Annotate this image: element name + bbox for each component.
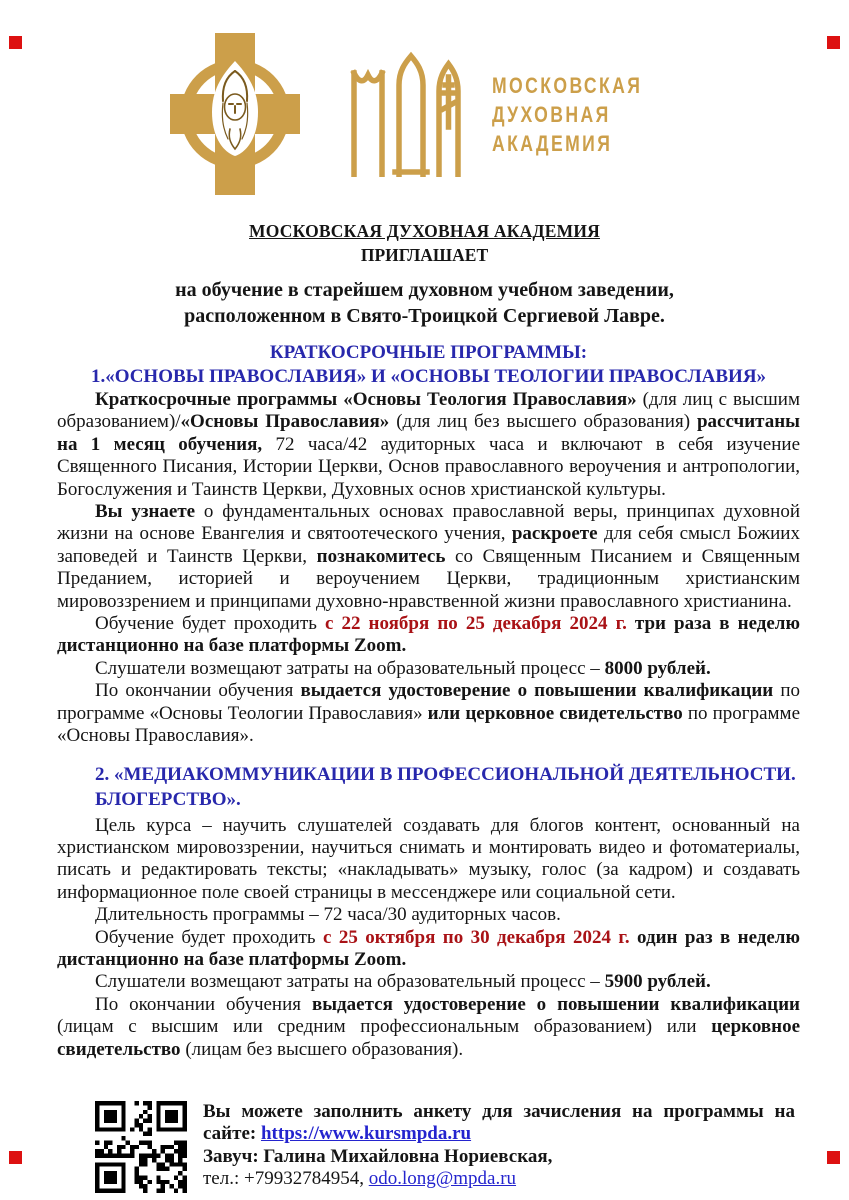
footer-contacts — [203, 1101, 795, 1191]
text-run: Слушатели возмещают затраты на образовательный процесс – — [95, 971, 605, 993]
text-run: (лицам с высшим или средним профессиональным образованием) или — [57, 1016, 712, 1038]
paragraph — [57, 680, 800, 747]
text-run: КРАТКОСРОЧНЫЕ ПРОГРАММЫ: — [269, 342, 588, 363]
text-run: по программе «Основы Теологии Православия» — [57, 680, 801, 724]
text-run: По окончании обучения — [95, 680, 301, 702]
paragraph — [203, 1168, 795, 1190]
paragraph — [57, 501, 800, 613]
corner-marker — [9, 1151, 22, 1164]
text-run: выдается удостоверение о повышении квалификации — [311, 993, 800, 1015]
text-run: 1.«ОСНОВЫ ПРАВОСЛАВИЯ» И «ОСНОВЫ ТЕОЛОГИИ ПРАВОСЛАВИЯ» — [90, 366, 767, 387]
paragraph — [57, 613, 800, 658]
text-run: Обучение будет проходить — [95, 613, 325, 635]
text-run: тел.: +79932784954, — [203, 1168, 369, 1190]
text-run: выдается удостоверение о повышении квалификации — [300, 680, 781, 702]
orthodox-cross-holy-face-icon — [170, 33, 300, 195]
text-run: (лицам без высшего образования). — [185, 1038, 464, 1060]
text-run: раскроете — [511, 523, 604, 545]
section-heading — [57, 341, 800, 365]
paragraph — [57, 658, 800, 680]
hyperlink[interactable]: https://www.kursmpda.ru — [260, 1123, 472, 1145]
text-run: рассчитаны на 1 месяц обучения, — [57, 411, 800, 455]
wordmark-line: ДУХОВНАЯ — [491, 101, 611, 127]
text-run: 2. «МЕДИАКОММУНИКАЦИИ В ПРОФЕССИОНАЛЬНОЙ ДЕЯТЕЛЬНОСТИ. БЛОГЕРСТВО». — [95, 763, 796, 810]
paragraph — [57, 904, 800, 926]
wordmark-line: МОСКОВСКАЯ — [491, 72, 642, 98]
text-run: Обучение будет проходить — [95, 926, 323, 948]
text-run: Завуч: Галина Михайловна Нориевская, — [203, 1145, 553, 1167]
text-run: «Основы Православия» — [180, 411, 397, 433]
corner-marker — [827, 36, 840, 49]
text-run: о фундаментальных основах православной веры, принципах духовной жизни на основе Евангелия и святоотеческого учения, — [57, 501, 800, 545]
text-run: 8000 рублей. — [604, 657, 711, 679]
text-run: с 25 октября по 30 декабря 2024 г. — [323, 926, 638, 948]
text-run: для себя смысл Божиих заповедей и Таинств Церкви, — [57, 523, 800, 567]
academy-wordmark — [492, 71, 642, 158]
paragraph — [203, 1146, 795, 1168]
text-run: 5900 рублей. — [604, 971, 711, 993]
mda-monogram-icon — [348, 51, 462, 177]
document-body — [0, 341, 849, 1061]
text-run: Длительность программы – 72 часа/30 аудиторных часов. — [95, 904, 561, 926]
text-run: со Священным Писанием и Священным Преданием, историей и вероучением Церкви, традиционным христианским мировоззрением и принципами духовно-нравственной жизни православного христианина. — [57, 545, 801, 612]
page-subtitle: ПРИГЛАШАЕТ — [360, 245, 489, 265]
text-run: один раз в неделю дистанционно на базе платформы Zoom. — [57, 926, 800, 970]
page-title: МОСКОВСКАЯ ДУХОВНАЯ АКАДЕМИЯ — [249, 221, 600, 241]
text-run: Вы можете заполнить анкету для зачисления на программы на сайте: — [203, 1100, 795, 1145]
lead-text: на обучение в старейшем духовном учебном заведении, расположенном в Свято-Троицкой Сергиевой Лавре. — [175, 279, 674, 327]
paragraph — [57, 994, 800, 1061]
text-run: с 22 ноября по 25 декабря 2024 г. — [325, 613, 635, 635]
text-run: По окончании обучения — [95, 993, 312, 1015]
corner-marker — [9, 36, 22, 49]
paragraph — [57, 927, 800, 972]
text-run: или церковное свидетельство — [427, 702, 688, 724]
paragraph — [203, 1101, 795, 1146]
text-run: (для лиц без высшего образования) — [396, 411, 697, 433]
hyperlink[interactable]: odo.long@mpda.ru — [368, 1168, 517, 1190]
text-run: по программе «Основы Православия». — [57, 702, 801, 747]
text-run: Цель курса – научить слушателей создавать для блогов контент, основанный на христианском мировоззрении, научиться снимать и монтировать видео и фотоматериалы, писать и редактировать тексты; «накладывать» музыку, голос (за кадром) и создавать информационное поле своей страницы в мессенджере или социальной сети. — [57, 814, 800, 903]
section-heading — [57, 365, 800, 389]
corner-marker — [827, 1151, 840, 1164]
text-run: Краткосрочные программы «Основы Теология Православия» — [95, 389, 643, 410]
text-run: (для лиц с высшим образованием)/ — [57, 389, 800, 433]
footer — [0, 1101, 849, 1193]
text-run: три раза в неделю дистанционно на базе платформы Zoom. — [57, 613, 800, 657]
text-run: церковное свидетельство — [57, 1016, 800, 1060]
wordmark-line: АКАДЕМИЯ — [491, 130, 612, 156]
academy-logo — [0, 0, 849, 195]
paragraph — [57, 971, 800, 993]
paragraph — [57, 389, 800, 501]
text-run: 72 часа/42 аудиторных часа и включают в себя изучение Священного Писания, Истории Церкви, Основ православного вероучения и антропологии, Богослужения и Таинств Церкви, Духовных основ христианской культуры. — [57, 433, 801, 500]
section-heading — [95, 762, 800, 812]
text-run: Вы узнаете — [95, 501, 204, 523]
qr-code — [95, 1101, 187, 1193]
text-run: Слушатели возмещают затраты на образовательный процесс – — [95, 657, 605, 679]
text-run: познакомитесь — [316, 545, 456, 567]
paragraph — [57, 815, 800, 905]
